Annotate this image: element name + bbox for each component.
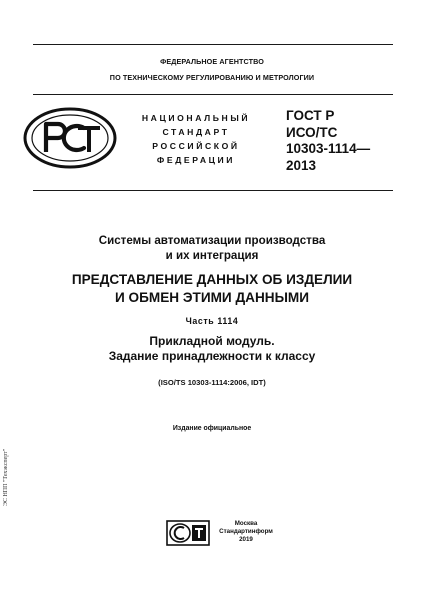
publisher-year: 2019 [239, 536, 253, 544]
national-standard-line-3: РОССИЙСКОЙ [152, 141, 240, 151]
publisher-name: Стандартинформ [219, 528, 273, 536]
series-line-2: и их интеграция [165, 249, 259, 262]
designation-line-4: 2013 [286, 157, 317, 173]
designation-line-3: 10303-1114— [286, 141, 371, 156]
top-rule [33, 44, 393, 45]
series-line-1: Системы автоматизации производства [98, 234, 326, 247]
national-standard-label [128, 111, 264, 167]
agency-line-2: ПО ТЕХНИЧЕСКОМУ РЕГУЛИРОВАНИЮ И МЕТРОЛОГИИ [109, 73, 315, 82]
national-standard-line-1: НАЦИОНАЛЬНЫЙ [141, 113, 251, 123]
designation-line-2: ИСО/ТС [286, 124, 338, 140]
part-number: Часть 1114 [185, 316, 239, 326]
national-standard-line-2: СТАНДАРТ [162, 127, 230, 137]
series-title [0, 233, 424, 263]
agency-line-1: ФЕДЕРАЛЬНОЕ АГЕНТСТВО [160, 57, 264, 66]
gost-r-mark-icon [22, 106, 118, 170]
side-watermark: ЭС НПП "Техэксперт" [3, 448, 9, 506]
national-standard-line-4: ФЕДЕРАЦИИ [156, 155, 236, 165]
designation-line-1: ГОСТ Р [286, 108, 335, 123]
header-rule [33, 94, 393, 95]
subtitle-line-2: Задание принадлежности к классу [108, 349, 316, 363]
publisher-city: Москва [234, 520, 258, 527]
main-title-line-2: И ОБМЕН ЭТИМИ ДАННЫМИ [114, 289, 310, 305]
title-rule [33, 190, 393, 191]
main-title-line-1: ПРЕДСТАВЛЕНИЕ ДАННЫХ ОБ ИЗДЕЛИИ [71, 272, 353, 287]
standartinform-logo-icon [166, 520, 210, 546]
publisher-block [216, 520, 276, 545]
main-title [0, 271, 424, 306]
standard-designation [286, 108, 396, 174]
subtitle [0, 334, 424, 364]
edition-label: Издание официальное [172, 425, 252, 432]
subtitle-line-1: Прикладной модуль. [149, 334, 275, 348]
iso-reference: (ISO/TS 10303-1114:2006, IDT) [158, 378, 266, 387]
